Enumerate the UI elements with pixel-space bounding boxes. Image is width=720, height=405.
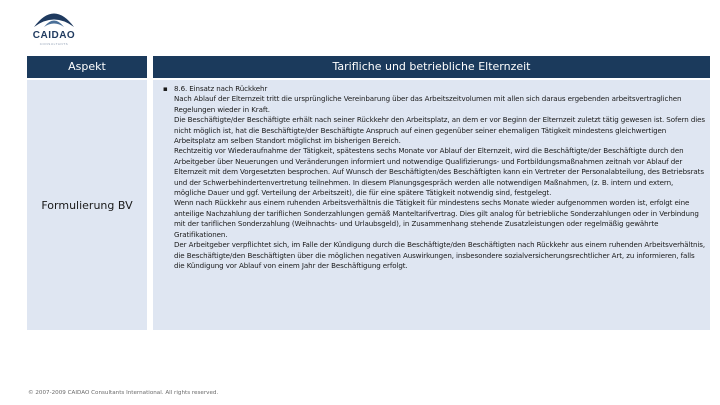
paragraph: Nach Ablauf der Elternzeit tritt die ursprüngliche Vereinbarung über das Arbeitszeitvolumen mit allen sich daraus ergebenden arbeitsvertraglichen Regelungen wieder in Kraft. xyxy=(174,94,682,114)
paragraph: Wenn nach Rückkehr aus einem ruhenden Arbeitsverhältnis die Tätigkeit für mindestens sechs Monate wieder aufgenommen worden ist, erfolgt eine anteilige Nachzahlung der tariflichen Sonderzahlungen gemäß Manteltarifvertrag. Dies gilt analog für betriebliche Sonderzahlungen oder in Verbindung mit der tariflichen Sonderzahlung (Weihnachts- und Urlaubsgeld), in Zusammenhang stehende Zusatzleistungen oder regelmäßig gewährte Gratifikationen. xyxy=(174,198,699,239)
logo-tagline: CONSULTANTS xyxy=(39,42,69,46)
logo-mark-icon xyxy=(30,6,78,30)
column-header-topic: Tarifliche und betriebliche Elternzeit xyxy=(153,56,710,78)
paragraph: Die Beschäftigte/der Beschäftigte erhält nach seiner Rückkehr den Arbeitsplatz, an dem er vor Beginn der Elternzeit zuletzt tätig gewesen ist. Sofern dies nicht möglich ist, hat die Beschäftigte/der Beschäftigte Anspruch auf einen gegenüber seiner ehemaligen Tätigkeit mindestens gleichwertigen Arbeitsplatz am selben Standort möglichst im bisherigen Bereich. xyxy=(174,115,705,146)
row-label: Formulierung BV xyxy=(41,198,133,212)
company-logo xyxy=(26,6,82,50)
content-text xyxy=(161,84,706,271)
paragraph: Der Arbeitgeber verpflichtet sich, im Falle der Kündigung durch die Beschäftigte/den Beschäftigten nach Rückkehr aus einem ruhenden Arbeitsverhältnis, die Beschäftigte/den Beschäftigten über die möglichen negativen Auswirkungen, insbesondere sozialversicherungsrechtlicher Art, zu informieren, falls die Kündigung vor Ablauf von einem Jahr der Beschäftigung erfolgt. xyxy=(174,240,706,270)
section-title xyxy=(161,84,706,94)
logo-name: CAIDAO xyxy=(32,30,76,41)
paragraph: Rechtzeitig vor Wiederaufnahme der Tätigkeit, spätestens sechs Monate vor Ablauf der Elternzeit, wird die Beschäftigte/der Beschäftigte durch den Arbeitgeber über Neuerungen und Veränderungen informiert und notwendige Qualifizierungs- und Fortbildungsmaßnahmen zeitnah vor Ablauf der Elternzeit mit dem Vorgesetzten besprochen. Auf Wunsch der Beschäftigten/des Beschäftigten kann ein Vertreter der Personalabteilung, des Betriebsrats und der Schwerbehindertenvertretung teilnehmen. In diesem Planungsgespräch werden alle notwendigen Maßnahmen, (z. B. intern und extern, mögliche Dauer und ggf. Verteilung der Arbeitszeit), die für eine spätere Tätigkeit notwendig sind, festgelegt. xyxy=(174,146,704,198)
column-header-aspect: Aspekt xyxy=(27,56,147,78)
copyright-footer: © 2007-2009 CAIDAO Consultants International. All rights reserved. xyxy=(28,390,219,396)
row-label-cell xyxy=(27,80,147,330)
content-cell xyxy=(153,80,710,330)
section-title-text: 8.6. Einsatz nach Rückkehr xyxy=(174,84,268,93)
bullet-icon: ▪ xyxy=(163,84,168,93)
